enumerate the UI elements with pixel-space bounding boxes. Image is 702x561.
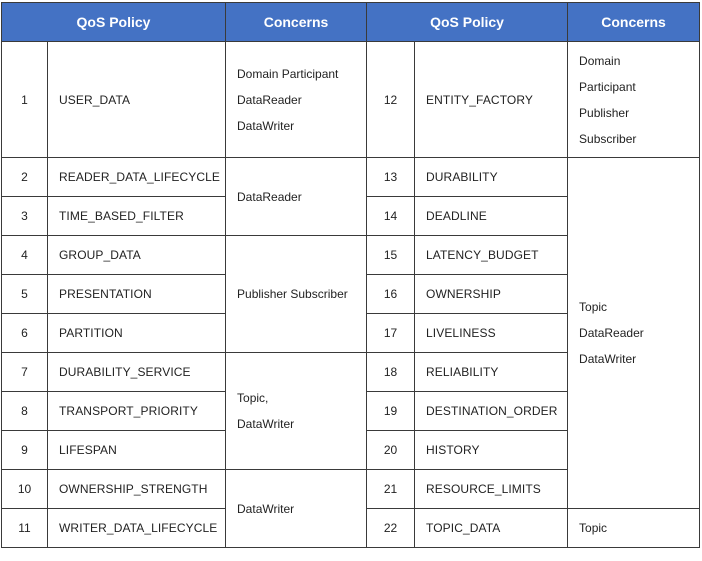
policy-name: LATENCY_BUDGET (415, 236, 568, 275)
concern-line: Domain Participant (237, 66, 339, 81)
policy-number: 5 (2, 275, 48, 314)
policy-number: 18 (367, 353, 415, 392)
left-concerns-group-3 (226, 236, 367, 353)
policy-name: LIVELINESS (415, 314, 568, 353)
concern-line: Topic (579, 521, 608, 535)
policy-name: LIFESPAN (48, 431, 226, 470)
policy-number: 3 (2, 197, 48, 236)
policy-name: TRANSPORT_PRIORITY (48, 392, 226, 431)
policy-number: 6 (2, 314, 48, 353)
policy-name: USER_DATA (48, 42, 226, 158)
concern-line: Publisher Subscriber (237, 287, 348, 301)
policy-name: GROUP_DATA (48, 236, 226, 275)
concern-line: Subscriber (579, 131, 637, 146)
policy-number: 13 (367, 158, 415, 197)
policy-name: PRESENTATION (48, 275, 226, 314)
policy-number: 16 (367, 275, 415, 314)
policy-number: 1 (2, 42, 48, 158)
policy-name: OWNERSHIP (415, 275, 568, 314)
policy-name: DURABILITY (415, 158, 568, 197)
concern-line: DataReader (237, 92, 302, 107)
policy-name: READER_DATA_LIFECYCLE (48, 158, 226, 197)
policy-number: 8 (2, 392, 48, 431)
concern-line: DataWriter (579, 352, 637, 366)
policy-name: ENTITY_FACTORY (415, 42, 568, 158)
right-concerns-group-2 (568, 158, 700, 509)
left-concerns-header: Concerns (226, 3, 367, 42)
qos-policy-table (1, 2, 700, 548)
policy-number: 2 (2, 158, 48, 197)
concern-line: Participant (579, 79, 636, 94)
table-row (2, 42, 700, 158)
concern-line: Domain (579, 53, 621, 68)
policy-number: 21 (367, 470, 415, 509)
policy-name: WRITER_DATA_LIFECYCLE (48, 509, 226, 548)
header-row (2, 3, 700, 42)
policy-name: PARTITION (48, 314, 226, 353)
concern-line: DataReader (579, 326, 644, 340)
policy-name: DESTINATION_ORDER (415, 392, 568, 431)
policy-number: 7 (2, 353, 48, 392)
concern-line: DataWriter (237, 501, 295, 516)
policy-name: TOPIC_DATA (415, 509, 568, 548)
right-concerns-group-1 (568, 42, 700, 158)
policy-number: 9 (2, 431, 48, 470)
policy-number: 17 (367, 314, 415, 353)
policy-number: 20 (367, 431, 415, 470)
right-policy-header: QoS Policy (367, 3, 568, 42)
policy-name: RESOURCE_LIMITS (415, 470, 568, 509)
concern-line: Topic (579, 300, 608, 314)
concern-line: Publisher (579, 105, 630, 120)
policy-name: TIME_BASED_FILTER (48, 197, 226, 236)
concern-line: DataWriter (237, 118, 295, 133)
right-concerns-header: Concerns (568, 3, 700, 42)
policy-number: 19 (367, 392, 415, 431)
concern-line: DataReader (237, 189, 302, 204)
left-concerns-group-5 (226, 470, 367, 548)
policy-number: 14 (367, 197, 415, 236)
right-concerns-group-3 (568, 509, 700, 548)
policy-name: DEADLINE (415, 197, 568, 236)
policy-number: 12 (367, 42, 415, 158)
policy-name: RELIABILITY (415, 353, 568, 392)
policy-number: 4 (2, 236, 48, 275)
left-policy-header: QoS Policy (2, 3, 226, 42)
policy-name: DURABILITY_SERVICE (48, 353, 226, 392)
left-concerns-group-2 (226, 158, 367, 236)
concern-line: DataWriter (237, 417, 295, 431)
left-concerns-group-4 (226, 353, 367, 470)
policy-number: 11 (2, 509, 48, 548)
policy-number: 10 (2, 470, 48, 509)
policy-number: 15 (367, 236, 415, 275)
policy-name: OWNERSHIP_STRENGTH (48, 470, 226, 509)
table-row (2, 158, 700, 197)
left-concerns-group-1 (226, 42, 367, 158)
policy-name: HISTORY (415, 431, 568, 470)
policy-number: 22 (367, 509, 415, 548)
concern-line: Topic, (237, 391, 269, 405)
